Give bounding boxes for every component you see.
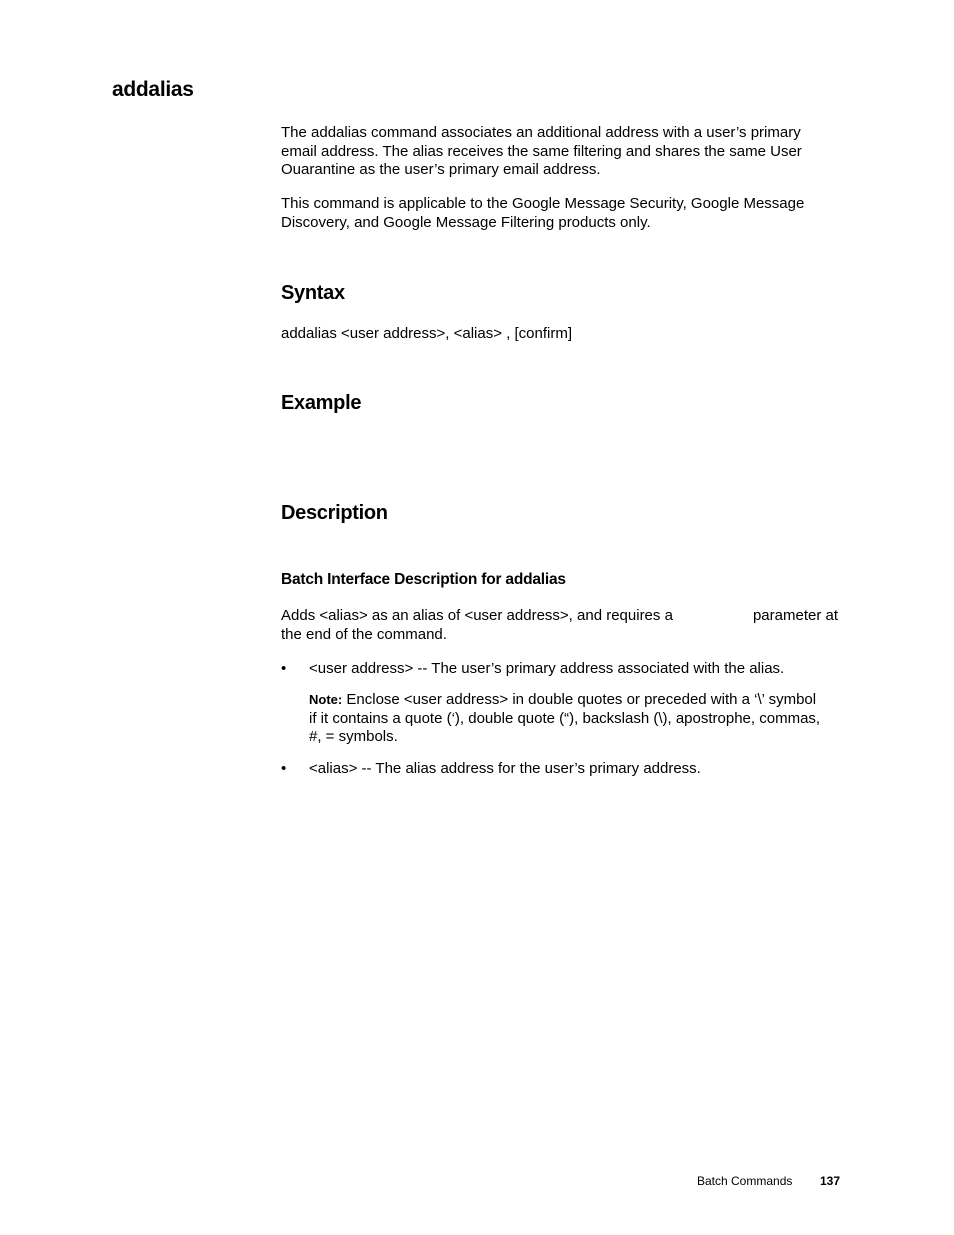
bullet-text: <user address> -- The user’s primary address associated with the alias. — [309, 660, 785, 677]
intro-line: Discovery, and Google Message Filtering products only. — [281, 213, 651, 231]
syntax-text: addalias <user address>, <alias> , [confirm] — [281, 325, 572, 342]
intro-line: The addalias command associates an additional address with a user’s primary — [281, 124, 801, 141]
bullet-marker: • — [281, 660, 287, 677]
page-title: addalias — [112, 78, 194, 101]
example-heading: Example — [281, 392, 362, 414]
footer-section-name: Batch Commands — [697, 1174, 793, 1188]
bullet-marker: • — [281, 760, 287, 777]
description-line-1-right: parameter at — [752, 607, 838, 624]
description-paragraph — [281, 607, 841, 644]
intro-paragraph-1 — [281, 124, 841, 180]
syntax-heading: Syntax — [281, 282, 345, 304]
description-line-1 — [281, 607, 838, 626]
bullet-text: <alias> -- The alias address for the user’s primary address. — [309, 760, 701, 777]
description-heading: Description — [281, 502, 388, 524]
batch-interface-subheading: Batch Interface Description for addalias — [281, 571, 566, 588]
intro-line: Ouarantine as the user’s primary email address. — [281, 161, 601, 178]
description-line-2: the end of the command. — [281, 625, 447, 643]
note-line-3: #, = symbols. — [309, 728, 398, 745]
intro-paragraph-2 — [281, 195, 841, 232]
note-block — [309, 691, 841, 747]
intro-line: email address. The alias receives the same filtering and shares the same User — [281, 142, 802, 160]
note-line-1 — [309, 691, 841, 710]
intro-line: This command is applicable to the Google Message Security, Google Message — [281, 195, 805, 212]
note-text: Enclose <user address> in double quotes or preceded with a ‘\’ symbol — [346, 691, 817, 708]
description-line-1-left: Adds <alias> as an alias of <user address>, and requires a — [281, 607, 673, 624]
footer-page-number: 137 — [820, 1174, 841, 1188]
note-line-2: if it contains a quote (‘), double quote (“), backslash (\), apostrophe, commas, — [309, 709, 821, 727]
note-label: Note: — [309, 692, 343, 707]
